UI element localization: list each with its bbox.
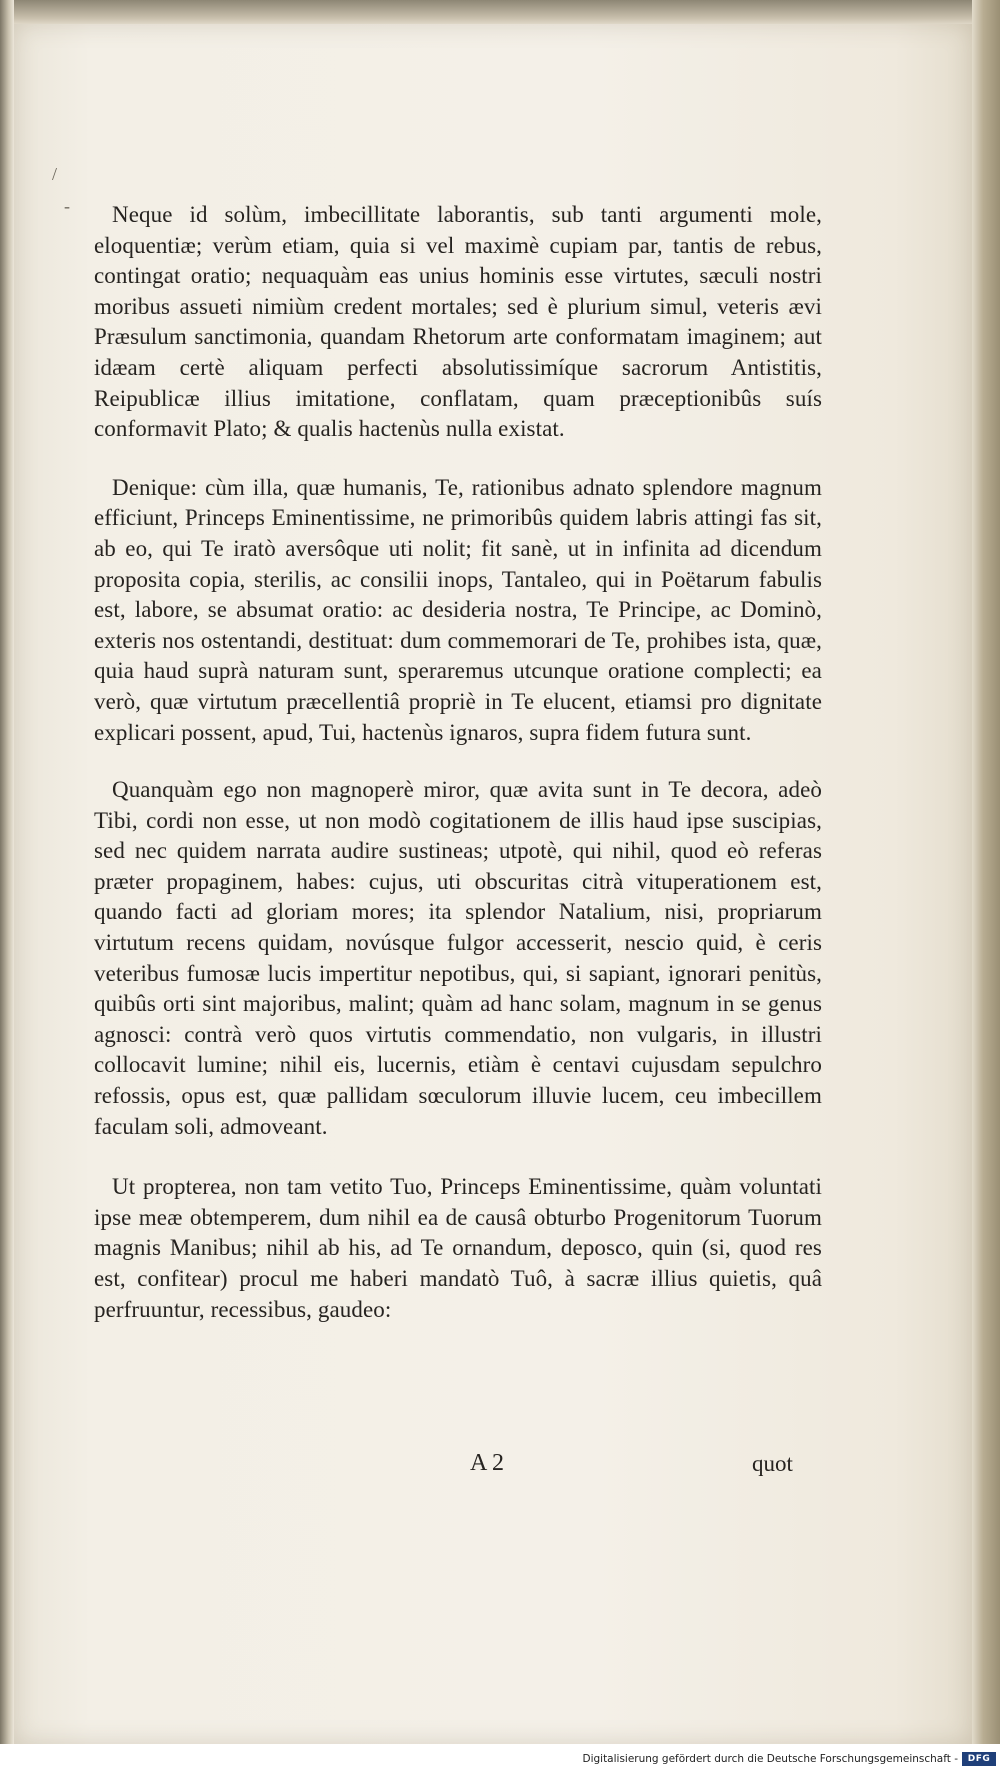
page-left-edge — [0, 0, 14, 1775]
signature-mark: A 2 — [470, 1450, 505, 1476]
footer-bar — [0, 1744, 1000, 1775]
margin-mark-2: - — [64, 196, 70, 216]
dfg-logo-icon: DFG — [962, 1752, 996, 1766]
catchword: quot — [752, 1451, 793, 1476]
body-text — [94, 200, 822, 1325]
paragraph-2: Denique: cùm illa, quæ humanis, Te, rationibus adnato splendore magnum efficiunt, Princeps Eminentissime, ne primoribûs quidem labris attingi fas sit, ab eo, qui Te iratò aversôque uti nolit; fit sanè, ut in infinita ad dicendum proposita copia, sterilis, ac consilii inops, Tantaleo, qui in Poëtarum fabulis est, labore, se absumat oratio: ac desideria nostra, Te Principe, ac Dominò, exteris nos ostentandi, destituat: dum commemorari de Te, prohibes ista, quæ, quia haud suprà naturam sunt, speraremus utcunque oratione complecti; ea verò, quæ virtutum præcellentiâ propriè in Te elucent, etiamsi pro dignitate explicari possent, apud, Tui, hactenùs ignaros, supra fidem futura sunt. — [94, 474, 822, 745]
paragraph-1: Neque id solùm, imbecillitate laborantis, sub tanti argumenti mole, eloquentiæ; verùm etiam, quia si vel maximè cupiam par, tantis de rebus, contingat oratio; nequaquàm eas unius hominis esse virtutes, sæculi nostri moribus assueti nimiùm credent mortales; sed è plurium simul, veteris ævi Præsulum sanctimonia, quandam Rhetorum arte conformatam imaginem; aut idæam certè aliquam perfecti absolutissimíque sacrorum Antistitis, Reipublicæ illius imitatione, conflatam, quam præceptionibûs suís conformavit Plato; & qualis hactenùs nulla existat. — [94, 202, 822, 442]
footer-credit: Digitalisierung gefördert durch die Deutsche Forschungsgemeinschaft - — [582, 1753, 958, 1765]
page-top-edge — [0, 0, 1000, 26]
paragraph-3: Quanquàm ego non magnoperè miror, quæ avita sunt in Te decora, adeò Tibi, cordi non esse, ut non modò cogitationem de illis haud ipse suscipias, sed nec quidem narrata audire sustineas; utpotè, qui nihil, quod eò referas præter propaginem, habes: cujus, uti obscuritas citrà vituperationem est, quando facti ad gloriam mores; ita splendor Natalium, nisi, propriarum virtutum recens quidam, novúsque fulgor accesserit, nescio quid, è ceris veteribus fumosæ lucis impertitur nepotibus, qui, si sapiant, ignorari penitùs, quibûs orti sint majoribus, malint; quàm ad hanc solam, magnum in se genus agnosci: contrà verò quos virtutis commendatio, non vulgaris, in illustri collocavit lumine; nihil eis, lucernis, etiàm è centavi cujusdam sepulchro refossis, opus est, quæ pallidam sœculorum illuvie lucem, ceu imbecillem faculam soli, admoveant. — [94, 777, 822, 1139]
margin-mark: / — [52, 164, 58, 184]
paragraph-4: Ut propterea, non tam vetito Tuo, Princeps Eminentissime, quàm voluntati ipse meæ obtemperem, dum nihil ea de causâ obturbo Progenitorum Tuorum magnis Manibus; nihil ab his, ad Te ornandum, deposco, quin (si, quod res est, confitear) procul me haberi mandatò Tuô, à sacræ illius quietis, quâ perfruuntur, recessibus, gaudeo: — [94, 1174, 822, 1322]
book-spine-edge — [972, 0, 1000, 1775]
